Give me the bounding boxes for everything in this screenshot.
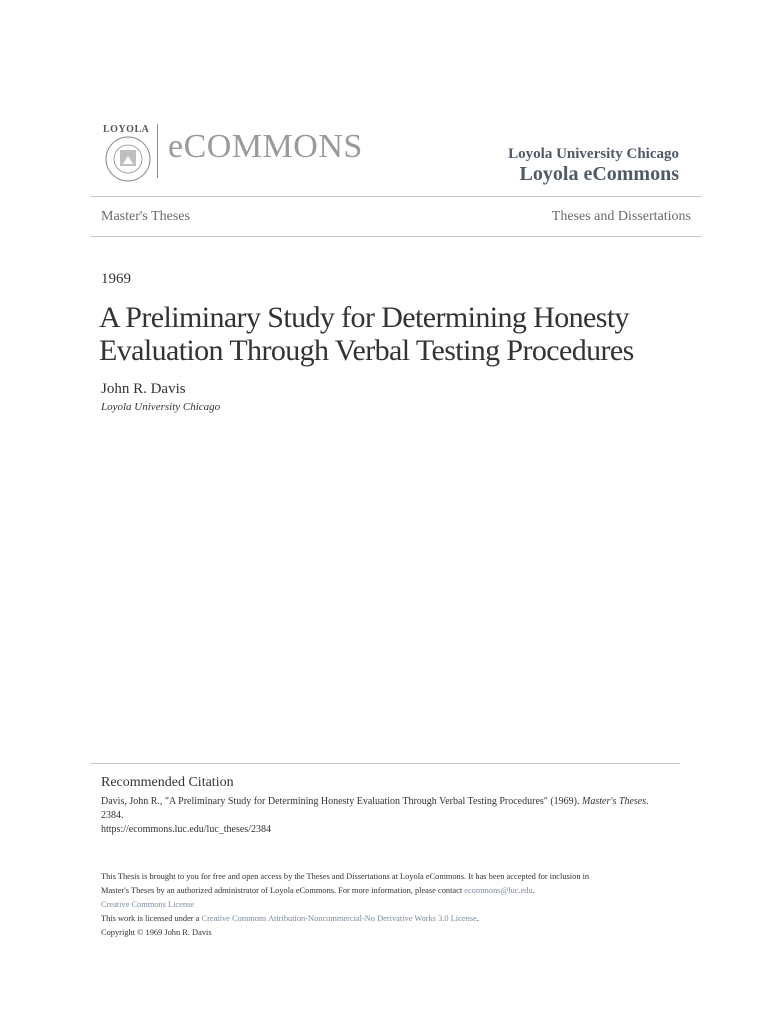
copyright-notice: Copyright © 1969 John R. Davis (101, 928, 212, 937)
access-statement-text: Master's Theses by an authorized administrator of Loyola eCommons. For more information, please contact (101, 886, 465, 895)
nav-divider (90, 236, 702, 237)
publication-year: 1969 (101, 271, 131, 287)
header-divider (90, 196, 702, 197)
repository-name[interactable]: Loyola eCommons (519, 163, 679, 185)
loyola-seal-logo (103, 124, 155, 182)
author-name[interactable]: John R. Davis (101, 381, 186, 397)
license-prefix: This work is licensed under a (101, 914, 202, 923)
access-statement-line-2 (101, 884, 681, 898)
cc-license-link[interactable]: Creative Commons License (101, 900, 195, 909)
citation-series: Master's Theses (582, 796, 647, 807)
citation-text (101, 795, 681, 823)
institution-name[interactable]: Loyola University Chicago (508, 146, 679, 162)
seal-icon (103, 134, 153, 184)
citation-url[interactable]: https://ecommons.luc.edu/luc_theses/2384 (101, 824, 271, 835)
access-statement-line-1: This Thesis is brought to you for free and open access by the Theses and Dissertations at Loyola eCommons. It has been accepted for inclusion in (101, 872, 590, 881)
contact-email-link[interactable]: ecommons@luc.edu (464, 886, 533, 895)
license-suffix: . (476, 914, 479, 923)
citation-main: Davis, John R., "A Preliminary Study for Determining Honesty Evaluation Through Verbal Testing Procedures" (1969). (101, 796, 583, 807)
cc-license-full-link[interactable]: Creative Commons Attribution-Noncommercial-No Derivative Works 3.0 License (201, 914, 477, 923)
collection-link-masters-theses[interactable]: Master's Theses (101, 209, 190, 224)
ecommons-logo-text[interactable]: eCOMMONS (168, 128, 363, 165)
citation-number: 2384. (101, 810, 124, 821)
citation-end: . (646, 796, 649, 807)
author-affiliation: Loyola University Chicago (101, 401, 221, 413)
paper-title (99, 301, 719, 367)
logo-divider (157, 124, 158, 178)
access-statement-end: . (532, 886, 535, 895)
title-line-1: A Preliminary Study for Determining Honesty (99, 301, 629, 334)
citation-divider (90, 763, 680, 764)
license-statement (101, 912, 681, 926)
seal-word: LOYOLA (103, 124, 150, 135)
recommended-citation-heading: Recommended Citation (101, 775, 234, 790)
title-line-2: Evaluation Through Verbal Testing Procedures (99, 334, 634, 367)
collection-link-theses-dissertations[interactable]: Theses and Dissertations (551, 209, 691, 224)
